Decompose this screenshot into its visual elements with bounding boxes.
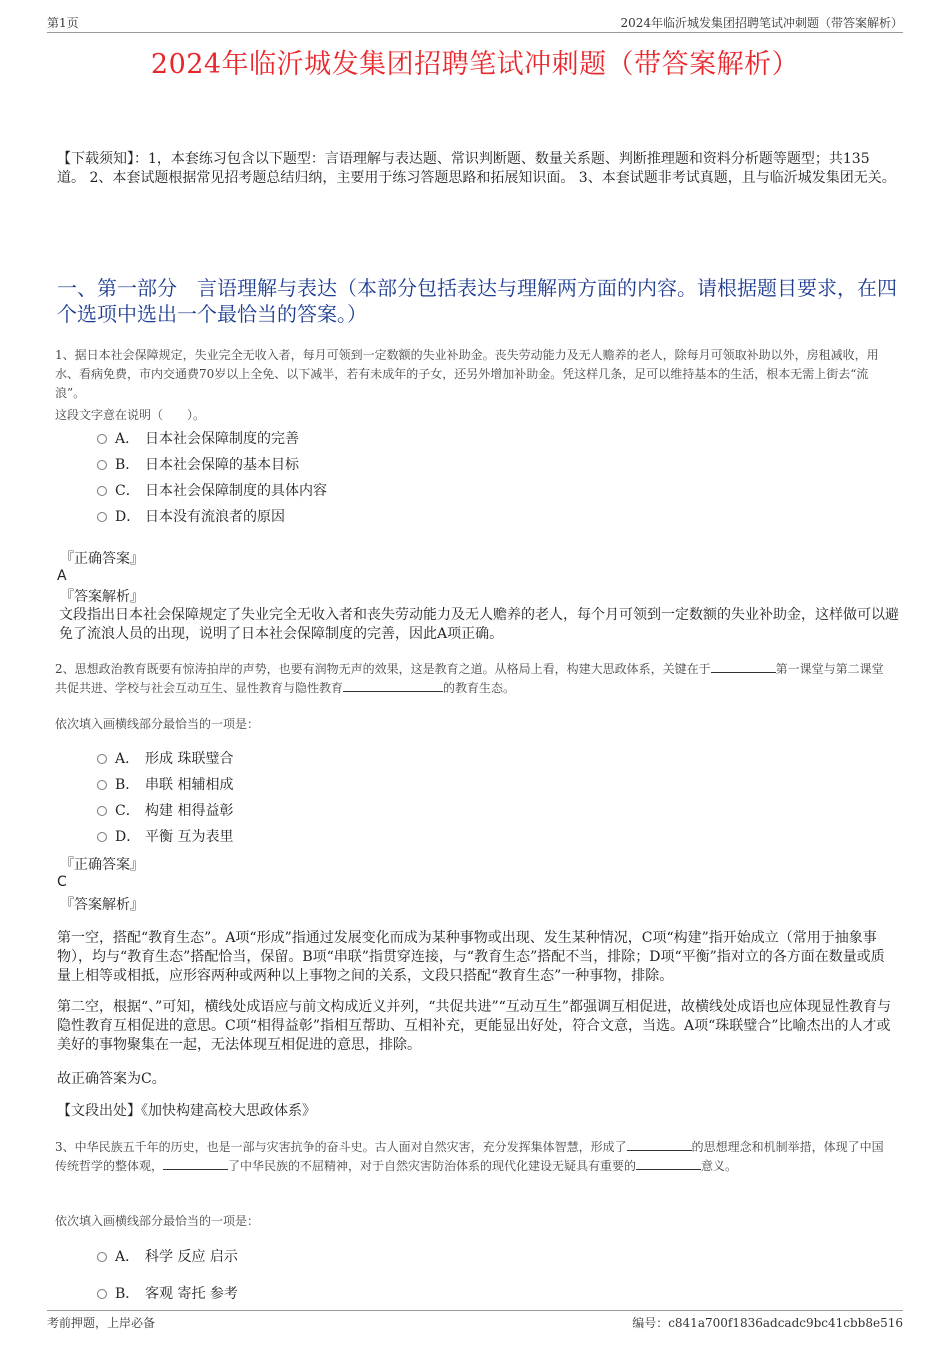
section-heading: 一、第一部分 言语理解与表达（本部分包括表达与理解两方面的内容。请根据题目要求，在四个选项中选出一个最恰当的答案。） bbox=[57, 276, 897, 326]
question-2-conclusion: 故正确答案为C。 bbox=[57, 1071, 166, 1087]
question-2-analysis-1: 第一空，搭配“教育生态”。A项“形成”指通过发展变化而成为某种事物或出现、发生某种情况，C项“构建”指开始成立（常用于抽象事物），均与“教育生态”搭配恰当，保留。B项“串联”指贯穿连接，与“教育生态”搭配不当，排除；D项“平衡”指对立的各方面在数量或质量上相等或相抵，应形容两种或两种以上事物之间的关系，文段只搭配“教育生态”一种事物，排除。 bbox=[57, 930, 885, 984]
page-footer bbox=[47, 1310, 903, 1332]
fill-blank bbox=[636, 1157, 701, 1170]
page-header bbox=[47, 14, 903, 33]
question-2-prompt: 依次填入画横线部分最恰当的一项是： bbox=[55, 717, 260, 731]
fill-blank bbox=[343, 679, 443, 692]
question-1-option-c[interactable]: C． 日本社会保障制度的具体内容 bbox=[97, 482, 327, 500]
question-1-option-b[interactable]: B． 日本社会保障的基本目标 bbox=[97, 456, 299, 474]
question-2-text: 2、思想政治教育既要有惊涛拍岸的声势，也要有润物无声的效果，这是教育之道。从格局上看，构建大思政体系，关键在于 第一课堂与第二课堂共促共进、学校与社会互动互生、显性教育与隐性教育 的教育生态。 bbox=[55, 662, 884, 695]
question-1-stem: 这段文字意在说明（ ）。 bbox=[55, 408, 206, 422]
page-number: 第1页 bbox=[47, 16, 79, 30]
question-1-answer: A bbox=[57, 568, 67, 584]
question-2-option-c[interactable]: C． 构建 相得益彰 bbox=[97, 802, 233, 820]
question-2-source: 【文段出处】《加快构建高校大思政体系》 bbox=[57, 1103, 316, 1119]
question-3-option-a[interactable]: A． 科学 反应 启示 bbox=[97, 1248, 238, 1266]
radio-icon[interactable] bbox=[97, 780, 107, 790]
question-1-option-a[interactable]: A． 日本社会保障制度的完善 bbox=[97, 430, 299, 448]
question-1-correct-label: 『正确答案』 bbox=[60, 551, 144, 567]
footer-slogan: 考前押题，上岸必备 bbox=[47, 1316, 156, 1330]
question-1-analysis: 文段指出日本社会保障规定了失业完全无收入者和丧失劳动能力及无人赡养的老人，每个月可领到一定数额的失业补助金，这样做可以避免了流浪人员的出现，说明了日本社会保障制度的完善，因此A项正确。 bbox=[59, 607, 899, 642]
radio-icon[interactable] bbox=[97, 806, 107, 816]
question-2-correct-label: 『正确答案』 bbox=[60, 857, 144, 873]
radio-icon[interactable] bbox=[97, 486, 107, 496]
question-1-analysis-label: 『答案解析』 bbox=[60, 589, 144, 605]
radio-icon[interactable] bbox=[97, 434, 107, 444]
question-2-analysis-label: 『答案解析』 bbox=[60, 897, 144, 913]
fill-blank bbox=[711, 660, 776, 673]
question-2-option-a[interactable]: A． 形成 珠联璧合 bbox=[97, 750, 233, 768]
question-2-analysis-2: 第二空，根据“、”可知，横线处成语应与前文构成近义并列，“共促共进”“互动互生”都强调互相促进，故横线处成语也应体现显性教育与隐性教育互相促进的意思。C项“相得益彰”指相互帮助、互相补充，更能显出好处，符合文意，当选。A项“珠联璧合”比喻杰出的人才或美好的事物聚集在一起，无法体现互相促进的意思，排除。 bbox=[57, 999, 891, 1053]
question-2-option-b[interactable]: B． 串联 相辅相成 bbox=[97, 776, 233, 794]
radio-icon[interactable] bbox=[97, 754, 107, 764]
fill-blank bbox=[163, 1157, 228, 1170]
question-1-text: 1、据日本社会保障规定，失业完全无收入者，每月可领到一定数额的失业补助金。丧失劳动能力及无人赡养的老人，除每月可领取补助以外，房租减收，用水、看病免费，市内交通费70岁以上全免、以下减半，若有未成年的子女，还另外增加补助金。凭这样几条，足可以维持基本的生活，根本无需上街去“流浪”。 bbox=[55, 348, 879, 400]
question-3-option-b[interactable]: B． 客观 寄托 参考 bbox=[97, 1285, 238, 1303]
radio-icon[interactable] bbox=[97, 460, 107, 470]
question-1-option-d[interactable]: D． 日本没有流浪者的原因 bbox=[97, 508, 285, 526]
question-3-text: 3、中华民族五千年的历史，也是一部与灾害抗争的奋斗史。古人面对自然灾害，充分发挥集体智慧，形成了 的思想理念和机制举措，体现了中国传统哲学的整体观， 了中华民族的不屈精神，对于自然灾害防治体系的现代化建设无疑具有重要的 意义。 bbox=[55, 1140, 884, 1173]
footer-code: 编号：c841a700f1836adcadc9bc41cbb8e516 bbox=[632, 1316, 903, 1330]
question-3-prompt: 依次填入画横线部分最恰当的一项是： bbox=[55, 1214, 260, 1228]
question-2-option-d[interactable]: D． 平衡 互为表里 bbox=[97, 828, 233, 846]
fill-blank bbox=[627, 1138, 692, 1151]
document-title: 2024年临沂城发集团招聘笔试冲刺题（带答案解析） bbox=[150, 49, 800, 80]
download-notice: 【下载须知】：1，本套练习包含以下题型：言语理解与表达题、常识判断题、数量关系题、判断推理题和资料分析题等题型；共135道。 2、本套试题根据常见招考题总结归纳，主要用于练习答题思路和拓展知识面。 3、本套试题非考试真题，且与临沂城发集团无关。 bbox=[57, 151, 896, 186]
radio-icon[interactable] bbox=[97, 1252, 107, 1262]
radio-icon[interactable] bbox=[97, 1289, 107, 1299]
question-2-answer: C bbox=[57, 874, 67, 890]
header-doc-title: 2024年临沂城发集团招聘笔试冲刺题（带答案解析） bbox=[620, 16, 903, 30]
radio-icon[interactable] bbox=[97, 832, 107, 842]
radio-icon[interactable] bbox=[97, 512, 107, 522]
